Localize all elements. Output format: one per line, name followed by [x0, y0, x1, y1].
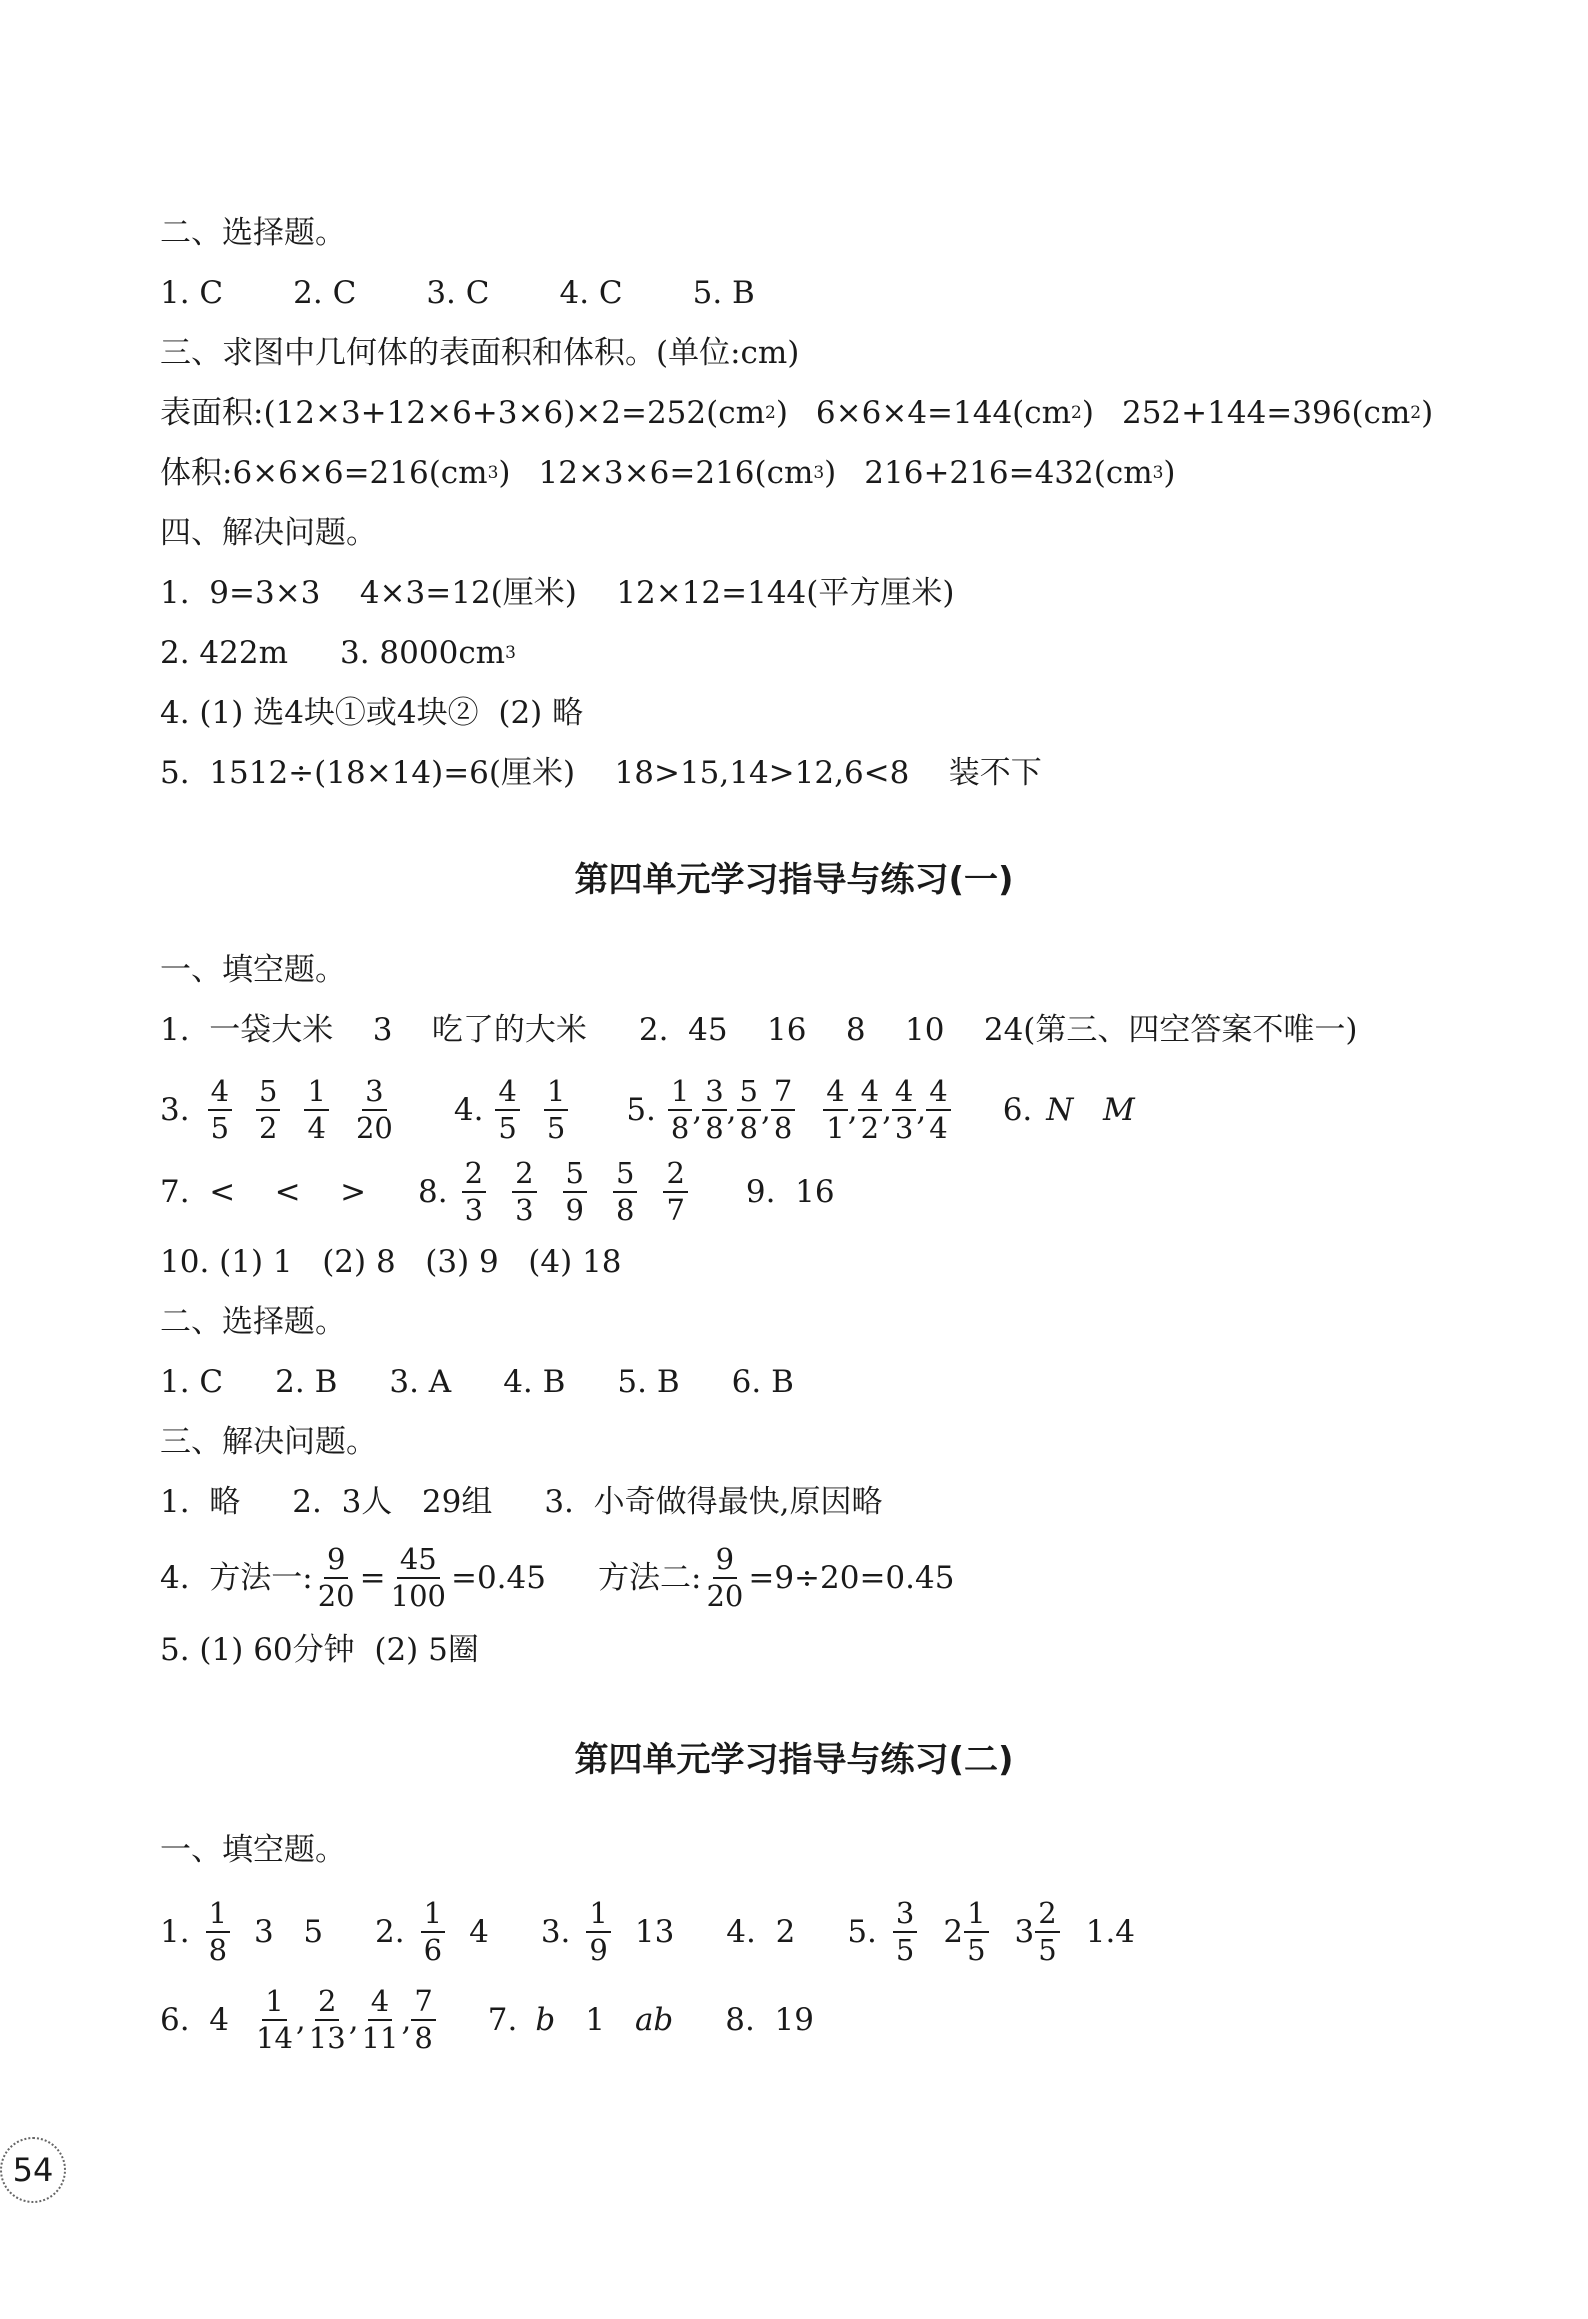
fraction: $\frac{4}{3}$	[892, 1076, 916, 1145]
fraction: $\frac{7}{8}$	[411, 1986, 435, 2055]
page-number: 54	[0, 2137, 66, 2203]
fraction: $\frac{1}{14}$	[256, 1983, 293, 2055]
mixed-fraction: $\frac{2}{5}$	[1035, 1898, 1059, 1967]
fraction: $\frac{4}{1}$	[823, 1076, 847, 1145]
fraction: $\frac{3}{20}$	[355, 1073, 393, 1145]
section-heading-solve-2: 三、解决问题。	[160, 1423, 377, 1460]
fraction: $\frac{4}{4}$	[926, 1076, 950, 1145]
volume-line: 体积:6×6×6=216(cm 3 ) 12×3×6=216(cm 3 ) 216+216=432(cm 3 )	[160, 454, 1176, 491]
section-heading-solve: 四、解决问题。	[160, 514, 377, 551]
fill-answer-10: 10. (1) 1 (2) 8 (3) 9 (4) 18	[160, 1243, 622, 1280]
choice-answers-row	[160, 263, 755, 323]
fill-answer-7-9: 7. < < > 8. $\frac{2}{3}$ $\frac{2}{3}$ $\frac{5}{9}$ $\frac{5}{8}$ $\frac{2}{7}$ 9. 16	[160, 1155, 835, 1227]
choice-answer: 6. B	[731, 1363, 794, 1400]
fraction: $\frac{7}{8}$	[771, 1076, 795, 1145]
section-heading-fill-2: 一、填空题。	[160, 1831, 346, 1868]
fraction: $\frac{2}{3}$	[512, 1158, 536, 1227]
choice-answer: 5. B	[692, 274, 755, 311]
choice-answer: 4. B	[503, 1363, 566, 1400]
fraction: $\frac{2}{13}$	[308, 1983, 346, 2055]
fraction: $\frac{4}{11}$	[361, 1983, 399, 2055]
solve-answer-1: 1. 9=3×3 4×3=12(厘米) 12×12=144(平方厘米)	[160, 574, 955, 611]
fraction: $\frac{4}{5}$	[495, 1076, 519, 1145]
fraction: $\frac{5}{8}$	[613, 1158, 637, 1227]
solve-answer-4-methods: 4. 方法一: $\frac{9}{20}$ = $\frac{45}{100}$ =0.45 方法二: $\frac{9}{20}$ =9÷20=0.45	[160, 1541, 955, 1613]
section-heading-choice: 二、选择题。	[160, 214, 346, 251]
fraction: $\frac{5}{8}$	[737, 1076, 761, 1145]
fraction: $\frac{3}{8}$	[702, 1076, 726, 1145]
choice-answer: 2. C	[293, 274, 357, 311]
fraction: $\frac{1}{5}$	[544, 1076, 568, 1145]
choice-answer: 2. B	[275, 1363, 338, 1400]
fraction: $\frac{1}{8}$	[668, 1076, 692, 1145]
fraction: $\frac{1}{6}$	[421, 1898, 445, 1967]
choice-answer: 3. A	[389, 1363, 452, 1400]
unit-title-2: 第四单元学习指导与练习(二)	[574, 1740, 1014, 1780]
fill-answer-3-6: 3. $\frac{4}{5}$ $\frac{5}{2}$ $\frac{1}{4}$ $\frac{3}{20}$ 4. $\frac{4}{5}$ $\frac{1}{5}$ 5. $\frac{1}{8}$ , $\frac{3}{8}$ , $\frac{5}{8}$ , $\frac{7}{8}$ $\frac{4}{1}$ , $\frac{4}{2}$ , $\frac{4}{3}$ , $\frac{4}{4}$ 6. N M	[160, 1073, 1135, 1145]
choice-answer: 5. B	[617, 1363, 680, 1400]
fraction: $\frac{1}{9}$	[586, 1898, 610, 1967]
section-heading-fill: 一、填空题。	[160, 951, 346, 988]
fraction: $\frac{45}{100}$	[390, 1541, 446, 1613]
section-heading-choice-2: 二、选择题。	[160, 1303, 346, 1340]
solve-answer-2-3: 2. 422m 3. 8000cm 3	[160, 634, 516, 671]
choice-answer: 4. C	[559, 274, 623, 311]
fraction: $\frac{5}{2}$	[256, 1076, 280, 1145]
choice-answer: 3. C	[426, 274, 490, 311]
fraction: $\frac{4}{2}$	[858, 1076, 882, 1145]
fill2-answers-1-5: 1. $\frac{1}{8}$ 3 5 2. $\frac{1}{6}$ 4 3. $\frac{1}{9}$ 13 4. 2 5. $\frac{3}{5}$ 2 $\frac{1}{5}$ 3 $\frac{2}{5}$ 1.4	[160, 1895, 1136, 1967]
unit-title-1: 第四单元学习指导与练习(一)	[574, 860, 1014, 900]
fraction: $\frac{3}{5}$	[893, 1898, 917, 1967]
fraction: $\frac{4}{5}$	[208, 1076, 232, 1145]
fraction: $\frac{2}{3}$	[462, 1158, 486, 1227]
fraction: $\frac{1}{8}$	[206, 1898, 230, 1967]
solve-answer-5: 5. (1) 60分钟 (2) 5圈	[160, 1631, 479, 1668]
fill-answer-1-2: 1. 一袋大米 3 吃了的大米 2. 45 16 8 10 24(第三、四空答案不唯一)	[160, 1011, 1358, 1048]
fraction: $\frac{9}{20}$	[706, 1541, 744, 1613]
fraction: $\frac{2}{7}$	[663, 1158, 687, 1227]
fill2-answers-6-8: 6. 4 $\frac{1}{14}$ , $\frac{2}{13}$ , $\frac{4}{11}$ , $\frac{7}{8}$ 7. b 1 ab 8. 19	[160, 1983, 814, 2055]
solve-answer-5: 5. 1512÷(18×14)=6(厘米) 18>15,14>12,6<8 装不下	[160, 754, 1042, 791]
choice-answer: 1. C	[160, 1363, 224, 1400]
fraction: $\frac{9}{20}$	[317, 1541, 355, 1613]
section-heading-geometry: 三、求图中几何体的表面积和体积。(单位:cm)	[160, 334, 800, 371]
solve-answer-4: 4. (1) 选4块①或4块② (2) 略	[160, 694, 584, 731]
fraction: $\frac{5}{9}$	[563, 1158, 587, 1227]
choice-answers-row-2	[160, 1352, 794, 1412]
surface-area-line: 表面积:(12×3+12×6+3×6)×2=252(cm 2 ) 6×6×4=144(cm 2 ) 252+144=396(cm 2 )	[160, 394, 1434, 431]
solve-answers-1-3: 1. 略 2. 3人 29组 3. 小奇做得最快,原因略	[160, 1483, 883, 1520]
choice-answer: 1. C	[160, 274, 224, 311]
fraction: $\frac{1}{4}$	[304, 1076, 328, 1145]
mixed-fraction: $\frac{1}{5}$	[964, 1898, 988, 1967]
